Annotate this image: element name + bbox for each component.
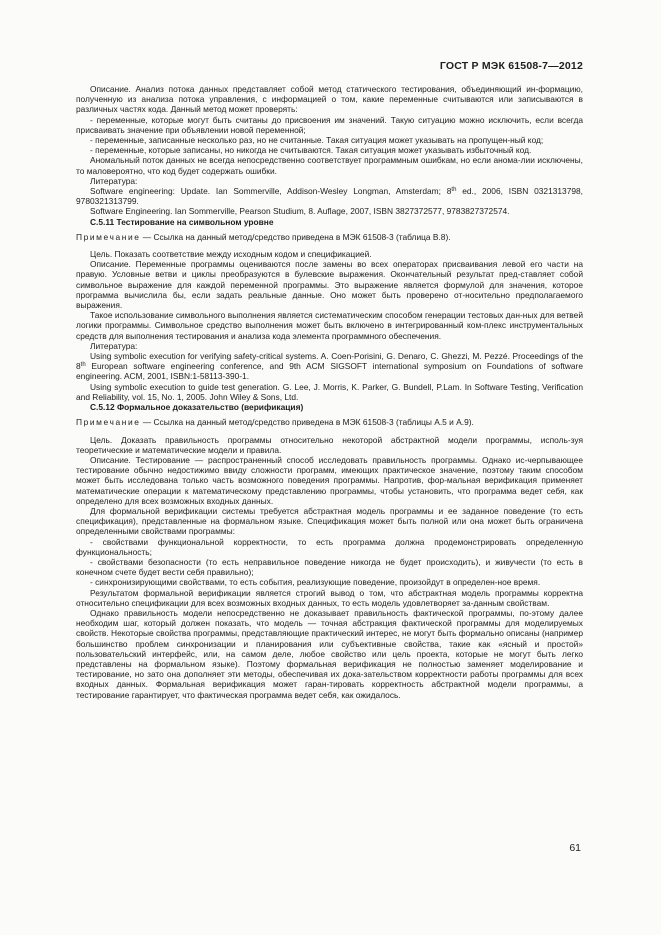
dataflow-item-3: - переменные, которые записаны, но никогда не считываются. Такая ситуация может указывать избыточный код. [90, 145, 532, 156]
note-label: Примечание [76, 417, 141, 428]
reference-text: European software engineering conference, and 9th ACM SIGSOFT international symposium on Foundations of software engineering. ACM, 2001, ISBN:1-58113-390-1. [76, 361, 583, 382]
standard-header: ГОСТ Р МЭК 61508-7—2012 [439, 60, 583, 72]
dataflow-item-1: - переменные, которые могут быть считаны до присвоения им значений. Такую ситуацию можно исключить, если всегда присваивать значение при объявлении новой переменной; [76, 114, 583, 135]
literature-label: Литература: [90, 175, 138, 186]
reference-sup: th [451, 187, 457, 194]
page-number: 61 [569, 842, 581, 854]
note-label: Примечание [76, 231, 141, 242]
note-text: — Ссылка на данный метод/средство приведена в МЭК 61508-3 (таблицы A.5 и A.9). [140, 417, 474, 428]
property-item-1: - свойствами функциональной корректности, то есть программа должна продемонстрировать определенную функциональность; [76, 536, 583, 557]
section-heading-c512: C.5.12 Формальное доказательство (верификация) [90, 402, 304, 413]
literature-label: Литература: [90, 340, 138, 351]
dataflow-item-2: - переменные, записанные несколько раз, но не считанные. Такая ситуация может указывать на пропущен-ный код; [90, 135, 544, 146]
note-text: — Ссылка на данный метод/средство приведена в МЭК 61508-3 (таблица B.8). [140, 231, 451, 242]
dataflow-description: Описание. Анализ потока данных представляет собой метод статического тестирования, объединяющий ин-формацию, полученную из анализа потока управления, с информацией о том, какие переменные считываются или записываются в различных частях кода. Данный метод может проверять: [76, 84, 583, 115]
body-paragraph: Результатом формальной верификации является строгий вывод о том, что абстрактная модель программы корректна относительно спецификации для всех возможных входных данных, то есть модель удовлетворяет за-данным свойствам. [76, 587, 583, 608]
reference: Using symbolic execution to guide test generation. G. Lee, J. Morris, K. Parker, G. Bundell, P.Lam. In Software Testing, Verification and Reliability, vol. 15, No. 1, 2005. John Wiley & Sons, Ltd. [76, 381, 583, 402]
property-item-3: - синхронизирующими свойствами, то есть события, реализующие поведение, произойдут в определен-ное время. [90, 577, 541, 588]
section-heading-c511: C.5.11 Тестирование на символьном уровне [90, 216, 274, 227]
goal-paragraph: Цель. Доказать правильность программы относительно некоторой абстрактной модели программы, исполь-зуя теоретические и математические модели и правила. [76, 434, 583, 455]
reference-text: Software engineering: Update. Ian Sommerville, Addison-Wesley Longman, Amsterdam; 8 [90, 186, 452, 197]
reference-sup: th [80, 362, 86, 369]
note [76, 232, 583, 242]
page-content [76, 84, 583, 700]
body-paragraph: Такое использование символьного выполнения является систематическим способом генерации тестовых дан-ных для ветвей логики программы. Символьное средство выполнения может быть включено в интегрированный ком-плекс инструментальных средств для выполнения тестирования и анализа кода элемента программного обеспечения. [76, 310, 583, 341]
reference-text: ed., 2006, ISBN 0321313798, 9780321313799. [76, 186, 583, 207]
reference: Software Engineering. Ian Sommerville, Pearson Studium, 8. Auflage, 2007, ISBN 3827372577, 9783827372574. [90, 206, 510, 217]
note [76, 417, 583, 427]
reference-text: Using symbolic execution for verifying safety-critical systems. A. Coen-Porisini, G. Denaro, C. Ghezzi, M. Pezzé. Proceedings of the 8 [76, 351, 583, 372]
goal-paragraph: Цель. Показать соответствие между исходным кодом и спецификацией. [90, 249, 372, 260]
dataflow-anomaly-paragraph: Аномальный поток данных не всегда непосредственно соответствует программным ошибкам, но если анома-лии исключены, то маловероятно, что код будет содержать ошибки. [76, 155, 583, 176]
description-paragraph: Описание. Тестирование — распространенный способ исследовать правильность программы. Однако ис-черпывающее тестирование обычно недостижимо ввиду сложности программ, имеющих практическое значение, поэтому таким способом может быть исследована только часть возможного поведения программы. Напротив, фор-мальная верификация применяет математические операции к математическому представлению программы, чтобы установить, что программа ведет себя, как определено для всех возможных входных данных. [76, 454, 583, 506]
reference [76, 186, 583, 206]
property-item-2: - свойствами безопасности (то есть неправильное поведение никогда не будет происходить), и живучести (то есть в конечном счете будет вести себя правильно); [76, 556, 583, 578]
body-paragraph: Однако правильность модели непосредственно не доказывает правильность фактической программы, по-этому далее необходим шаг, который должен показать, что модель — точная абстракция фактической программы для моделируемых свойств. Некоторые свойства программы, представляющие практический интерес, не могут быть формально описаны (например большинство проблем синхронизации и планирования или субъективные свойства, такие как «ясный и простой» пользовательский интерфейс, или, на самом деле, любое свойство или цель проекта, которые не могут быть легко представлены на формальном языке). Поэтому формальная верификация не полностью заменяет моделирование и тестирование, но зато она дополняет эти методы, обеспечивая их дока-зательством корректности работы программы для всех входных данных. Формальная верификация может гаран-тировать корректность абстрактной модели программы, а тестирование гарантирует, что фактическая программа ведет себя, как ожидалось. [76, 607, 583, 700]
description-paragraph: Описание. Переменные программы оцениваются после замены во всех операторах присваивания левой его части на правую. Условные ветви и циклы преобразуются в булевские выражения. Окончательный результат пред-ставляет собой символьное выражение для каждой переменной программы. Это выражение является формулой для значения, которое программа вычислила бы, если задать реальные данные. Оно может быть проверено от-носительно предполагаемого выражения. [76, 259, 583, 311]
body-paragraph: Для формальной верификации системы требуется абстрактная модель программы и ее заданное поведение (то есть спецификация), представленные на формальном языке. Спецификация может быть полной или она может быть ограничена определенными свойствами программы: [76, 505, 583, 537]
reference [76, 351, 583, 382]
